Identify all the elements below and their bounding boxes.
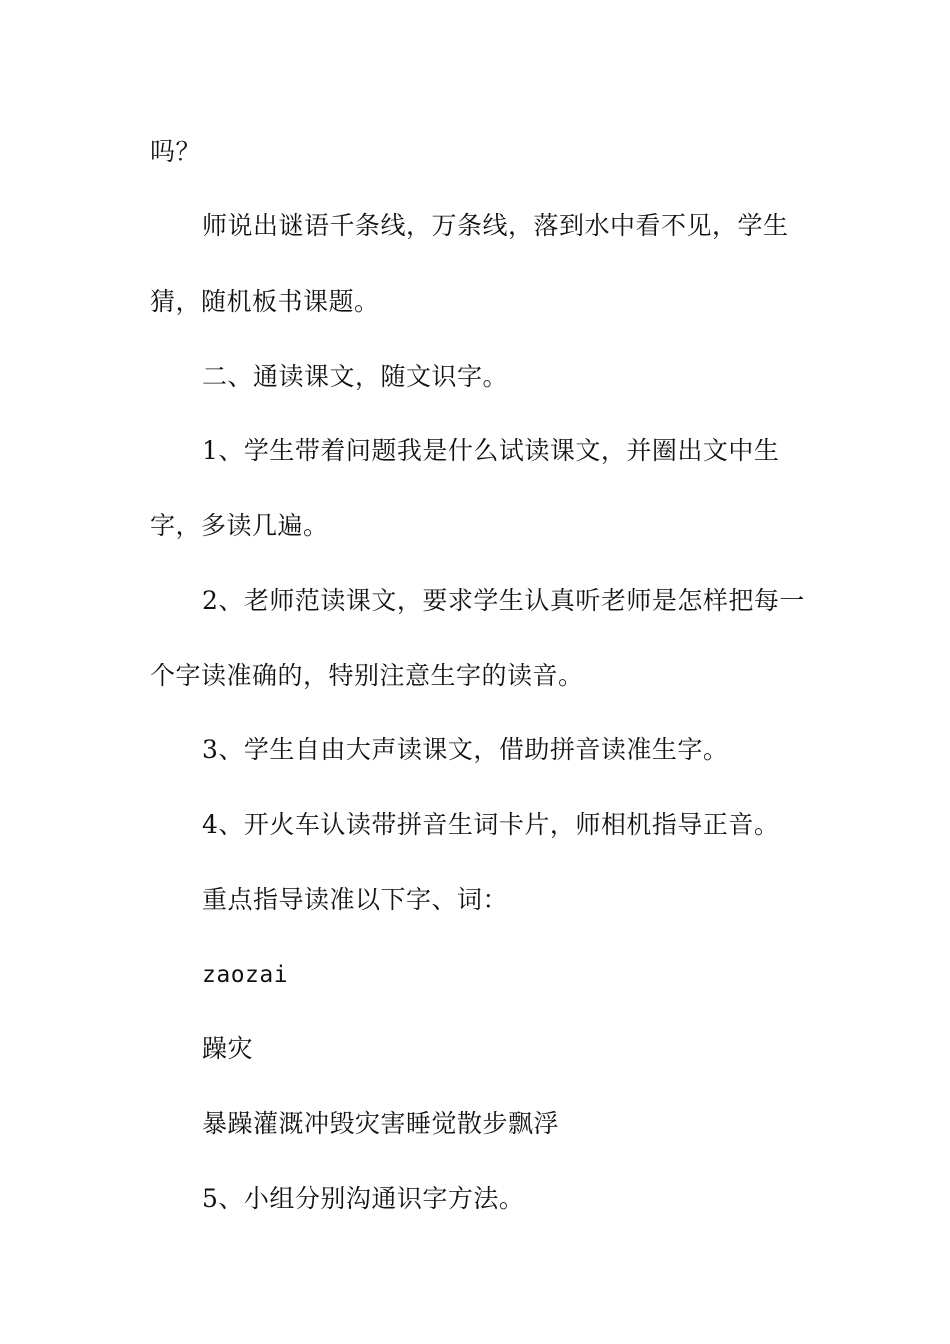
paragraph-riddle: 师说出谜语千条线，万条线，落到水中看不见，学生 bbox=[202, 211, 789, 240]
section-heading-2: 二、通读课文，随文识字。 bbox=[202, 362, 509, 391]
vocabulary-line: 暴躁灌溉冲毁灾害睡觉散步飘浮 bbox=[202, 1109, 560, 1138]
step-1-continuation: 字，多读几遍。 bbox=[150, 511, 329, 540]
step-2: 2、老师范读课文，要求学生认真听老师是怎样把每一 bbox=[202, 586, 805, 615]
pinyin-line: zaozai bbox=[202, 962, 289, 988]
step-4: 4、开火车认读带拼音生词卡片，师相机指导正音。 bbox=[202, 810, 780, 839]
paragraph-riddle-continuation: 猜，随机板书课题。 bbox=[150, 287, 380, 316]
characters-line: 躁灾 bbox=[202, 1034, 254, 1063]
step-2-continuation: 个字读准确的，特别注意生字的读音。 bbox=[150, 661, 584, 690]
step-5: 5、小组分别沟通识字方法。 bbox=[202, 1184, 525, 1213]
step-3: 3、学生自由大声读课文，借助拼音读准生字。 bbox=[202, 735, 729, 764]
text-line-continuation: 吗？ bbox=[150, 137, 202, 166]
step-1: 1、学生带着问题我是什么试读课文，并圈出文中生 bbox=[202, 436, 780, 465]
focus-note: 重点指导读准以下字、词： bbox=[202, 885, 509, 914]
